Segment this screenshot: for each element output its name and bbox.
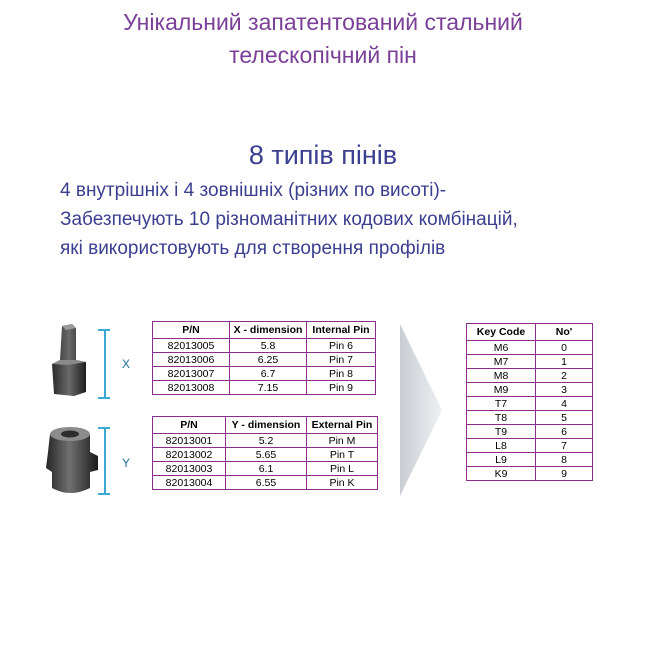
cell-key-code: T7 bbox=[467, 397, 536, 411]
cell-pn: 82013007 bbox=[153, 367, 230, 381]
cell-pin: Pin 8 bbox=[307, 367, 376, 381]
cell-key-code: L9 bbox=[467, 453, 536, 467]
cell-dimension: 5.65 bbox=[226, 448, 307, 462]
header-external-pin: External Pin bbox=[307, 417, 378, 434]
header-y-dimension: Y - dimension bbox=[226, 417, 307, 434]
table-row bbox=[467, 383, 593, 397]
y-dimension-line bbox=[104, 428, 106, 494]
cell-dimension: 5.2 bbox=[226, 434, 307, 448]
table-row bbox=[467, 341, 593, 355]
table-row bbox=[153, 339, 376, 353]
x-dimension-line bbox=[104, 330, 106, 398]
section-heading: 8 типів пінів bbox=[248, 140, 398, 170]
page-title bbox=[0, 6, 646, 72]
table-row bbox=[153, 381, 376, 395]
header-pn: P/N bbox=[153, 417, 226, 434]
table-row bbox=[153, 434, 378, 448]
cell-key-code: T8 bbox=[467, 411, 536, 425]
cell-pin: Pin M bbox=[307, 434, 378, 448]
cell-number: 5 bbox=[536, 411, 593, 425]
table-header-row bbox=[153, 417, 378, 434]
table-row bbox=[153, 462, 378, 476]
table-header-row bbox=[153, 322, 376, 339]
title-line-2: телескопічний пін bbox=[229, 42, 417, 68]
table-row bbox=[467, 411, 593, 425]
cell-pn: 82013006 bbox=[153, 353, 230, 367]
cell-number: 7 bbox=[536, 439, 593, 453]
cell-number: 6 bbox=[536, 425, 593, 439]
table-row bbox=[153, 448, 378, 462]
chevron-right-icon bbox=[398, 322, 444, 498]
cell-pin: Pin T bbox=[307, 448, 378, 462]
x-dimension-label: X bbox=[122, 357, 131, 371]
cell-number: 2 bbox=[536, 369, 593, 383]
cell-dimension: 6.1 bbox=[226, 462, 307, 476]
cell-number: 1 bbox=[536, 355, 593, 369]
cell-pn: 82013002 bbox=[153, 448, 226, 462]
table-row bbox=[153, 476, 378, 490]
cell-number: 4 bbox=[536, 397, 593, 411]
cell-pn: 82013008 bbox=[153, 381, 230, 395]
cell-dimension: 6.25 bbox=[230, 353, 307, 367]
cell-dimension: 6.7 bbox=[230, 367, 307, 381]
table-header-row bbox=[467, 324, 593, 341]
cell-dimension: 5.8 bbox=[230, 339, 307, 353]
cell-key-code: K9 bbox=[467, 467, 536, 481]
y-dimension-label: Y bbox=[122, 456, 131, 470]
cell-pin: Pin K bbox=[307, 476, 378, 490]
internal-pin-table bbox=[152, 321, 376, 395]
description-line-2: Забезпечують 10 різноманітних кодових комбінацій, bbox=[60, 209, 518, 230]
x-dimension-top-cap bbox=[98, 329, 110, 331]
cell-key-code: L8 bbox=[467, 439, 536, 453]
y-dimension-top-cap bbox=[98, 427, 110, 429]
external-pin-image bbox=[44, 424, 102, 498]
external-pin-table bbox=[152, 416, 378, 490]
table-row bbox=[467, 397, 593, 411]
key-code-table bbox=[466, 323, 593, 481]
table-row bbox=[153, 367, 376, 381]
cell-number: 3 bbox=[536, 383, 593, 397]
header-pn: P/N bbox=[153, 322, 230, 339]
cell-pin: Pin 7 bbox=[307, 353, 376, 367]
description-line-3: які використовують для створення профілів bbox=[60, 238, 446, 259]
cell-pn: 82013001 bbox=[153, 434, 226, 448]
cell-key-code: M7 bbox=[467, 355, 536, 369]
y-dimension-bottom-cap bbox=[98, 493, 110, 495]
cell-key-code: M8 bbox=[467, 369, 536, 383]
section-description bbox=[60, 176, 518, 263]
table-row bbox=[467, 355, 593, 369]
cell-key-code: M9 bbox=[467, 383, 536, 397]
cell-number: 0 bbox=[536, 341, 593, 355]
internal-pin-image bbox=[46, 322, 88, 398]
description-line-1: 4 внутрішніх і 4 зовнішніх (різних по висоті)- bbox=[60, 180, 447, 201]
cell-dimension: 6.55 bbox=[226, 476, 307, 490]
cell-pin: Pin 9 bbox=[307, 381, 376, 395]
table-row bbox=[467, 425, 593, 439]
table-row bbox=[467, 439, 593, 453]
x-dimension-bottom-cap bbox=[98, 397, 110, 399]
cell-dimension: 7.15 bbox=[230, 381, 307, 395]
cell-pn: 82013003 bbox=[153, 462, 226, 476]
cell-key-code: M6 bbox=[467, 341, 536, 355]
cell-pin: Pin L bbox=[307, 462, 378, 476]
table-row bbox=[467, 369, 593, 383]
table-row bbox=[467, 467, 593, 481]
header-number: No' bbox=[536, 324, 593, 341]
cell-number: 8 bbox=[536, 453, 593, 467]
cell-pin: Pin 6 bbox=[307, 339, 376, 353]
header-key-code: Key Code bbox=[467, 324, 536, 341]
cell-number: 9 bbox=[536, 467, 593, 481]
cell-pn: 82013004 bbox=[153, 476, 226, 490]
header-x-dimension: X - dimension bbox=[230, 322, 307, 339]
title-line-1: Унікальний запатентований стальний bbox=[123, 9, 523, 35]
cell-pn: 82013005 bbox=[153, 339, 230, 353]
header-internal-pin: Internal Pin bbox=[307, 322, 376, 339]
table-row bbox=[153, 353, 376, 367]
table-row bbox=[467, 453, 593, 467]
cell-key-code: T9 bbox=[467, 425, 536, 439]
